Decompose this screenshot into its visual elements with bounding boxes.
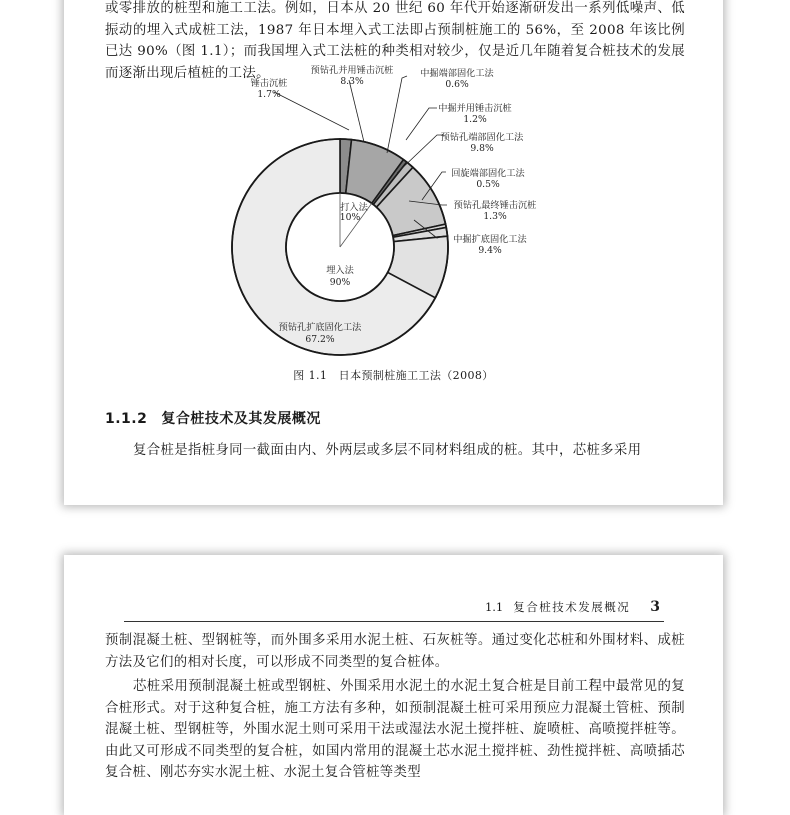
chart-label: 中掘扩底固化工法: [453, 234, 527, 245]
chart-label: 预钻孔扩底固化工法: [278, 322, 362, 333]
chart-label: 埋入法: [326, 265, 354, 276]
chart-label: 锤击沉桩: [250, 78, 288, 89]
donut-chart: [64, 0, 723, 380]
running-header: [124, 599, 664, 622]
chart-label: 1.3%: [483, 211, 507, 222]
chart-label: 0.5%: [476, 179, 500, 190]
page-1: [64, 0, 723, 505]
section-title: 复合桩技术及其发展概况: [161, 411, 321, 427]
section-heading: [105, 408, 321, 428]
chart-label: 0.6%: [445, 79, 469, 90]
chart-label: 打入法: [340, 202, 368, 213]
chart-label: 9.8%: [470, 143, 494, 154]
paragraph-2: 芯桩采用预制混凝土桩或型钢桩、外围采用水泥土的水泥土复合桩是目前工程中最常见的复合桩形式。对于这种复合桩，施工方法有多种，如预制混凝土桩可采用预应力混凝土管桩、预制混凝土桩、型钢桩等，外围水泥土则可采用干法或湿法水泥土搅拌桩、旋喷桩、高喷搅拌桩等。由此又可形成不同类型的复合桩，如国内常用的混凝土芯水泥土搅拌桩、劲性搅拌桩、高喷插芯复合桩、刚芯夯实水泥土桩、水泥土复合管桩等类型: [105, 679, 685, 780]
chart-label: 67.2%: [305, 334, 335, 345]
figure-caption: 图 1.1 日本预制桩施工工法（2008）: [293, 369, 494, 382]
header-section-number: 1.1: [484, 600, 504, 614]
chart-label: 1.2%: [463, 114, 487, 125]
section-paragraph: 复合桩是指桩身同一截面由内、外两层或多层不同材料组成的桩。其中，芯桩多采用: [133, 443, 642, 458]
page-number: 3: [650, 599, 660, 615]
chart-label: 中掘端部固化工法: [420, 68, 494, 79]
chart-label: 10%: [339, 212, 361, 223]
chart-label: 中掘并用锤击沉桩: [438, 103, 512, 114]
chart-label: 预钻孔最终锤击沉桩: [453, 200, 537, 211]
intro-paragraph: 或零排放的桩型和施工工法。例如，日本从 20 世纪 60 年代开始逐渐研发出一系列低噪声、低振动的埋入式成桩工法，1987 年日本埋入式工法即占预制桩施工的 56%，至 2008 年该比例已达 90%（图 1.1）；而我国埋入式工法桩的种类相对较少，仅是近几年随着复合桩技术的发展而逐渐出现后植桩的工法。: [105, 1, 685, 81]
section-number: 1.1.2: [105, 411, 148, 427]
header-title: 复合桩技术发展概况: [513, 600, 631, 614]
page-2: [64, 555, 723, 815]
chart-label: 预钻孔并用锤击沉桩: [310, 65, 394, 76]
paragraph-1: 预制混凝土桩、型钢桩等，而外围多采用水泥土桩、石灰桩等。通过变化芯桩和外围材料、成桩方法及它们的相对长度，可以形成不同类型的复合桩体。: [105, 633, 685, 670]
chart-label: 回旋端部固化工法: [451, 168, 525, 179]
chart-label: 预钻孔端部固化工法: [440, 132, 524, 143]
chart-label: 8.3%: [340, 76, 364, 87]
chart-label: 9.4%: [478, 245, 502, 256]
chart-label: 1.7%: [257, 89, 281, 100]
chart-label: 90%: [329, 277, 351, 288]
